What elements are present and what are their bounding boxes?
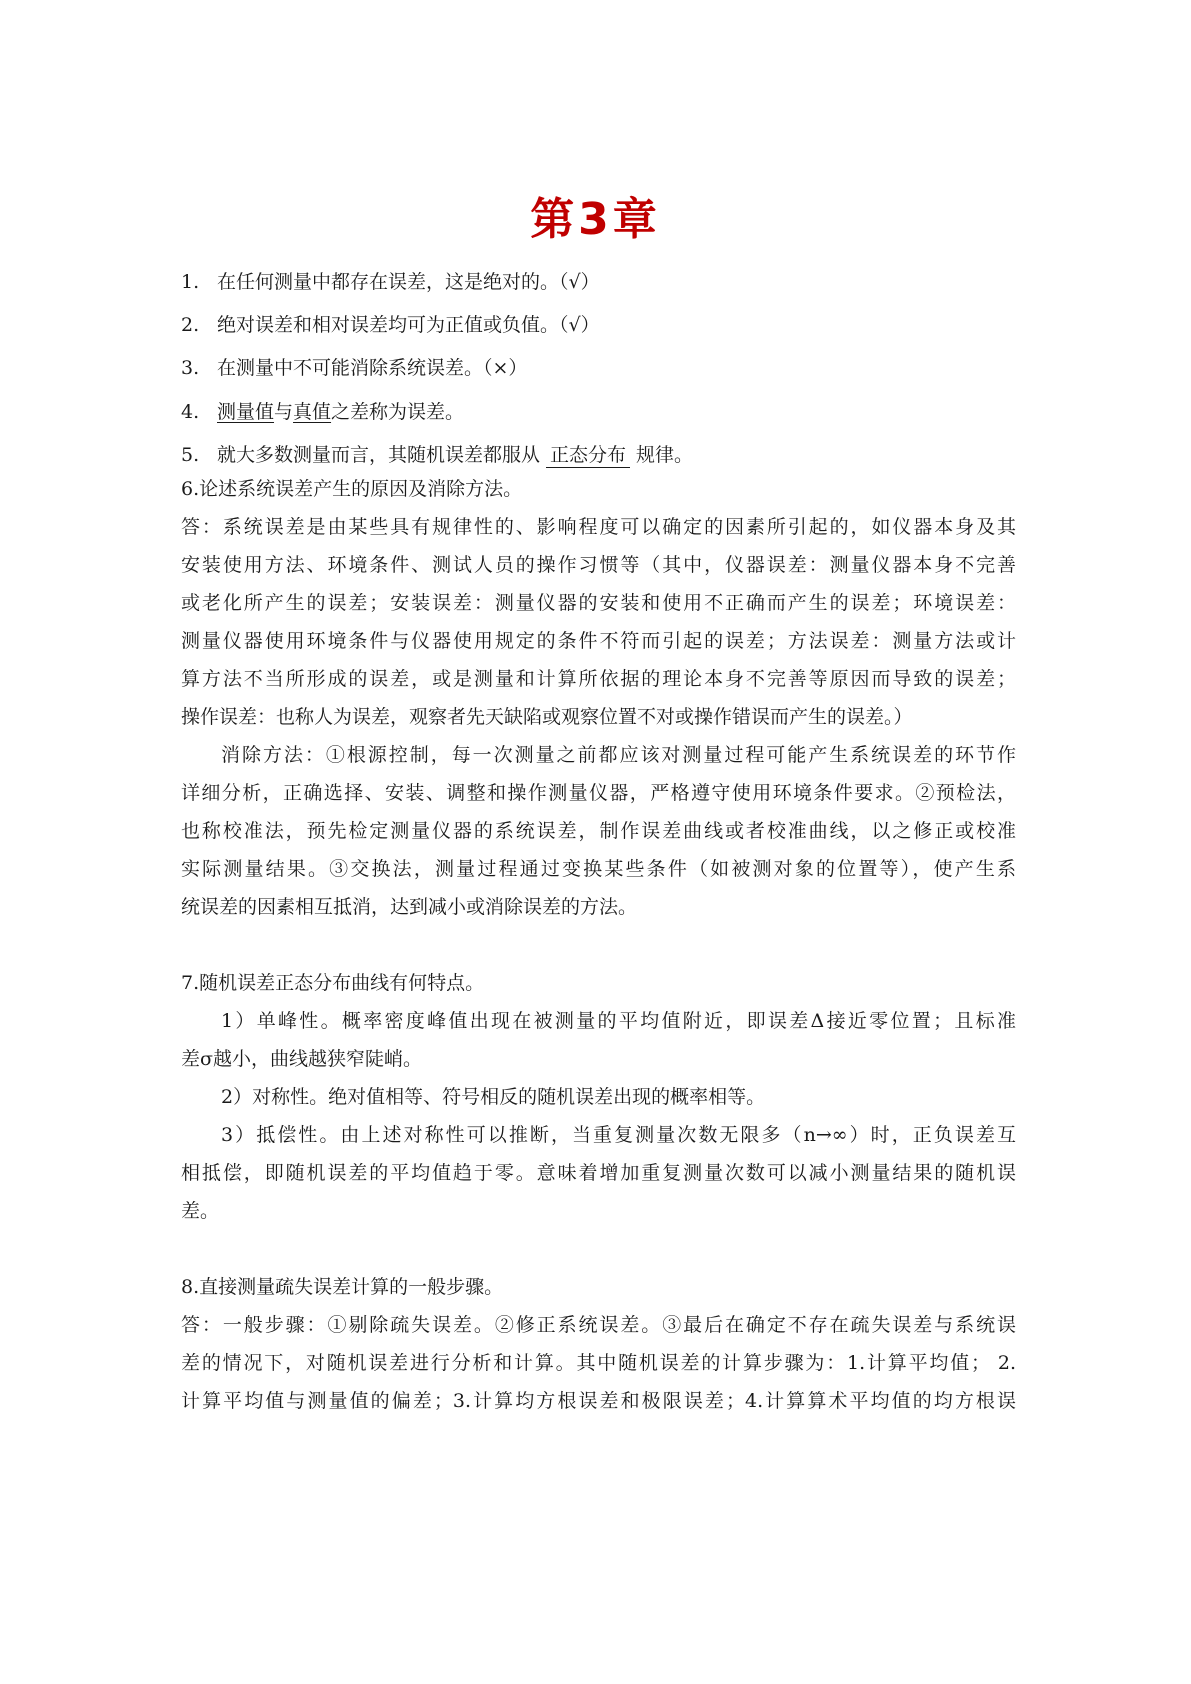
answer-blank-1: 测量值 [217, 401, 275, 423]
question-8-title: 8.直接测量疏失误差计算的一般步骤。 [181, 1276, 504, 1298]
feature-line: 差σ越小，曲线越狭窄陡峭。 [181, 1048, 422, 1070]
question-number: 4. [181, 401, 200, 423]
method-line: 详细分析，正确选择、安装、调整和操作测量仪器，严格遵守使用环境条件要求。②预检法， [181, 782, 1016, 804]
method-line: 统误差的因素相互抵消，达到减小或消除误差的方法。 [181, 896, 638, 918]
question-text: 在任何测量中都存在误差，这是绝对的。（√） [217, 271, 600, 293]
method-line: 实际测量结果。③交换法，测量过程通过变换某些条件（如被测对象的位置等），使产生系 [181, 858, 1016, 880]
question-text: 规律。 [636, 444, 694, 466]
question-number: 2. [181, 314, 200, 336]
question-6-title: 6.论述系统误差产生的原因及消除方法。 [181, 478, 523, 500]
answer-line: 差的情况下，对随机误差进行分析和计算。其中随机误差的计算步骤为：1.计算平均值； 2. [181, 1352, 1016, 1374]
answer-line: 答：一般步骤：①剔除疏失误差。②修正系统误差。③最后在确定不存在疏失误差与系统误 [181, 1314, 1016, 1336]
answer-line: 安装使用方法、环境条件、测试人员的操作习惯等（其中，仪器误差：测量仪器本身不完善 [181, 554, 1016, 576]
answer-blank: 正态分布 [546, 443, 630, 468]
question-number: 3. [181, 357, 200, 379]
question-3 [181, 355, 527, 381]
feature-line: 1）单峰性。概率密度峰值出现在被测量的平均值附近，即误差Δ接近零位置；且标准 [221, 1010, 1016, 1032]
question-text: 在测量中不可能消除系统误差。（×） [217, 357, 528, 379]
question-2 [181, 312, 600, 338]
method-line: 也称校准法，预先检定测量仪器的系统误差，制作误差曲线或者校准曲线，以之修正或校准 [181, 820, 1016, 842]
answer-line: 或老化所产生的误差；安装误差：测量仪器的安装和使用不正确而产生的误差；环境误差： [181, 592, 1016, 614]
answer-blank-2: 真值 [293, 401, 332, 423]
question-7-title: 7.随机误差正态分布曲线有何特点。 [181, 972, 485, 994]
feature-line: 2）对称性。绝对值相等、符号相反的随机误差出现的概率相等。 [221, 1086, 766, 1108]
answer-line: 测量仪器使用环境条件与仪器使用规定的条件不符而引起的误差；方法误差：测量方法或计 [181, 630, 1016, 652]
question-4 [181, 399, 464, 425]
feature-line: 3）抵偿性。由上述对称性可以推断，当重复测量次数无限多（n→∞）时，正负误差互 [221, 1124, 1016, 1146]
feature-line: 相抵偿，即随机误差的平均值趋于零。意味着增加重复测量次数可以减小测量结果的随机误 [181, 1162, 1016, 1184]
method-line: 消除方法：①根源控制，每一次测量之前都应该对测量过程可能产生系统误差的环节作 [221, 744, 1016, 766]
question-text: 绝对误差和相对误差均可为正值或负值。（√） [217, 314, 600, 336]
answer-line: 计算平均值与测量值的偏差；3.计算均方根误差和极限误差；4.计算算术平均值的均方根误 [181, 1390, 1016, 1412]
question-number: 1. [181, 271, 200, 293]
question-5 [181, 442, 693, 468]
chapter-title: 第3章 [530, 194, 661, 245]
answer-line: 操作误差：也称人为误差，观察者先天缺陷或观察位置不对或操作错误而产生的误差。） [181, 706, 913, 728]
question-text: 与 [274, 401, 294, 423]
question-number: 5. [181, 444, 200, 466]
question-text: 就大多数测量而言，其随机误差都服从 [217, 444, 541, 466]
feature-line: 差。 [181, 1200, 220, 1222]
question-text: 之差称为误差。 [331, 401, 465, 423]
answer-line: 答：系统误差是由某些具有规律性的、影响程度可以确定的因素所引起的，如仪器本身及其 [181, 516, 1016, 538]
answer-line: 算方法不当所形成的误差，或是测量和计算所依据的理论本身不完善等原因而导致的误差； [181, 668, 1016, 690]
question-1 [181, 269, 600, 295]
